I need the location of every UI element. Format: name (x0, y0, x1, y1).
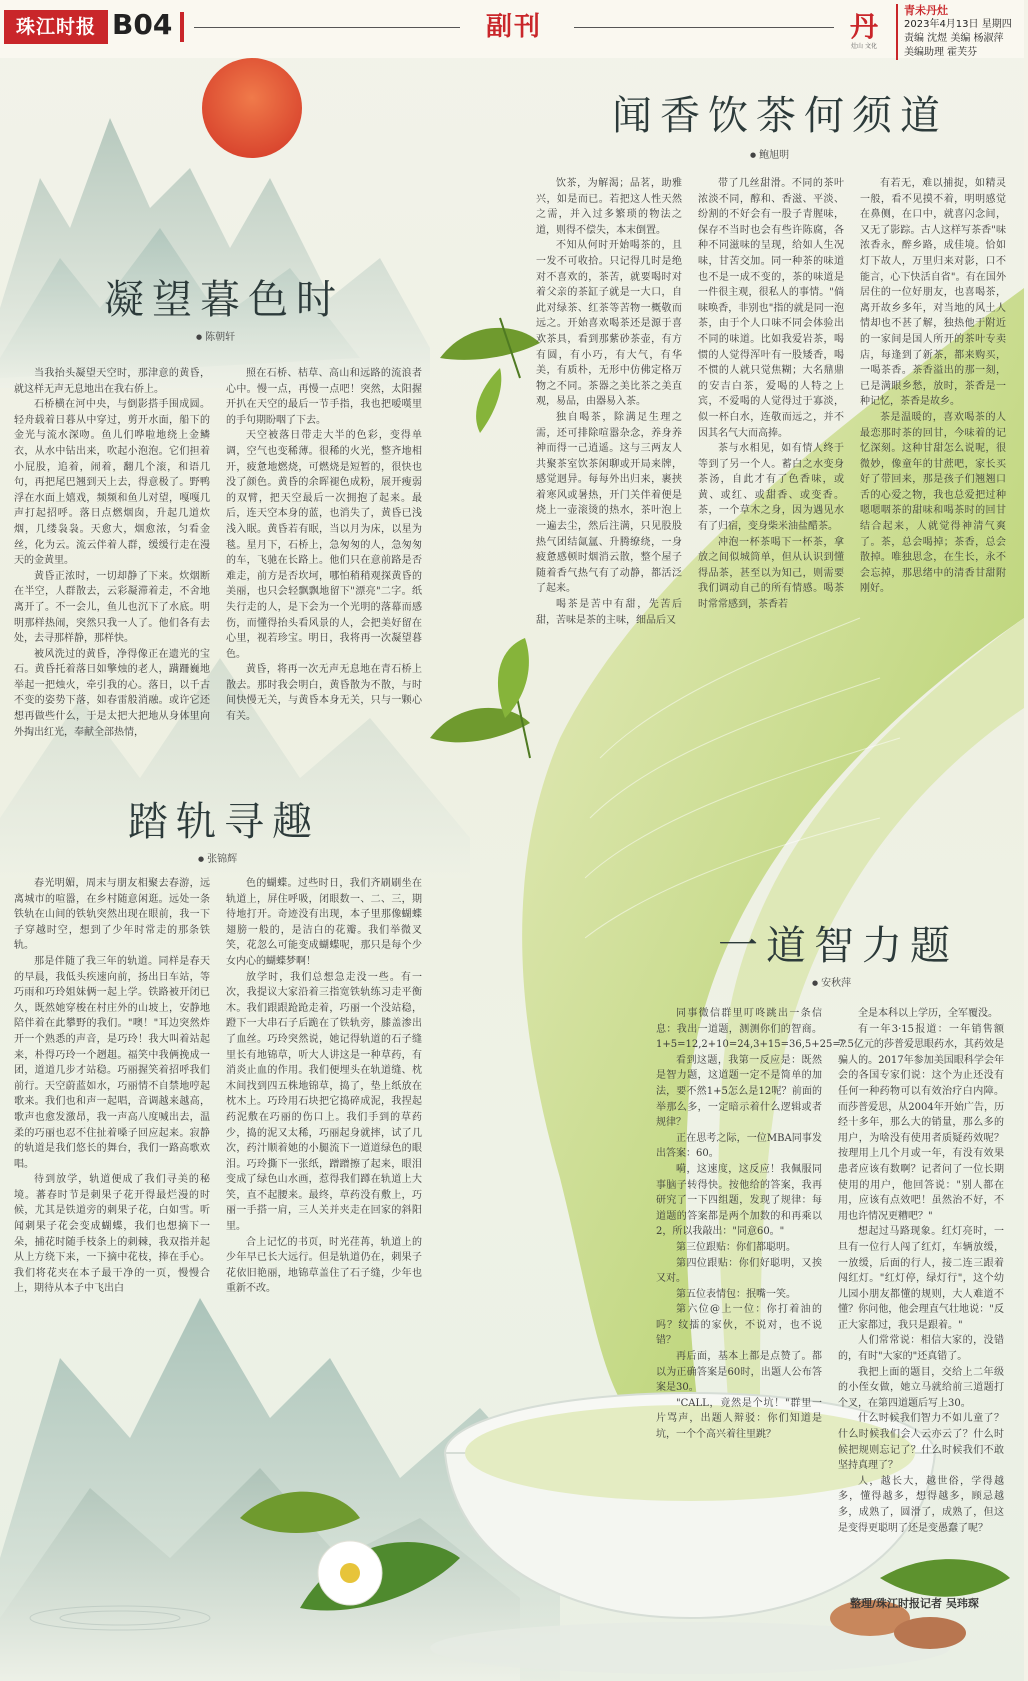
masthead-rule-left (194, 27, 460, 28)
paragraph: 有一年3·15报道：一年销售额7.5亿元的莎普爱思眼药水，其药效是骗人的。2017年参加美国眼科学会年会的各国专家们说：这个为止还没有任何一种药物可以有效治疗白内障。而莎普爱思，从2004年开始广告，历经十多年，那么大的销量，那么多的用户，为啥没有使用者质疑药效呢？按理用上几个月或一年，有没有效果患者应该有数啊？记者问了一位长期使用的用户，他回答说："别人都在用，应该有点效吧！虽然治不好，不用也许情况更糟吧？" (838, 1023, 1004, 1222)
article-body-tea-col1 (536, 176, 682, 660)
leaf-sprig-2 (430, 638, 530, 758)
brand-name: 青未丹灶 (904, 4, 948, 17)
article-body-dusk-col2 (226, 366, 422, 754)
paragraph: 放学时，我们总想急走没一些。有一次，我提议大家沿着三指宽铁轨练习走平衡木。我们跟跟跄跄走着，巧丽一个没站稳，蹬下一大串石子后跪在了铁轨旁，膝盖渗出了血丝。巧玲突然说，她记得轨道的石子缝里长有地锦草，听大人讲这是一种草药，有消炎止血的作用。我们便埋头在轨道缝、枕木间找到四五株地锦草，捣了，垫上纸放在枕木上。巧玲用石块把它捣碎成泥，我捏起药泥敷在巧丽的伤口上。我们手到的草药少，捣的泥又太稀，巧丽起身就摔，试了几次，药汁顺着她的小腿流下一道道绿色的眼泪。巧玲撕下一张纸，蹭蹭擦了起来，眼泪变成了绿色山水画，惹得我们蹲在轨道上大笑，直不起腰来。最终，草药没有敷上，巧丽一手搭一肩，三人关并夹走在回家的斜阳里。 (226, 971, 422, 1233)
article-body-dusk-col1 (14, 366, 210, 754)
masthead (0, 0, 1024, 58)
article-body-rail-col2 (226, 876, 422, 1336)
paragraph: 再后面，基本上都是点赞了。都以为正确答案是60时，出题人公布答案是30。 (656, 1351, 822, 1394)
danzao-seal-icon (842, 6, 886, 50)
masthead-info (896, 4, 1028, 60)
article-body-tea-col3 (860, 176, 1006, 660)
paragraph: "CALL，竟然是个坑！"群里一片骂声，出题人辩驳：你们知道是坑，一个个高兴着往里跳？ (656, 1397, 822, 1441)
paragraph: 当我抬头凝望天空时，那津意的黄昏，就这样无声无息地出在我右侨上。 (14, 368, 210, 395)
paragraph: 全是本科以上学历，全军覆没。 (858, 1008, 998, 1019)
section-title: 副刊 (486, 12, 543, 42)
page-number: B04 (112, 8, 173, 41)
paragraph: 带了几丝甜滑。不同的茶叶浓淡不同，醇和、香滋、平淡、纷割的不好会有一股子青腥味，保存不当时也会有些许陈腐，各种不同滋味的呈现，给如人生况味，甘苦交加。同一种茶的味道也不是一成不变的，茶的味道是一件很主观，很私人的事情。"倘味唤香，非别也"指的就是同一泡茶，由于个人口味不同会体验出不同的味道。比如我爱岩茶，喝惯的人觉得浑叶有一股矮香，喝不惯的人就只觉焦糊；大名鼎鼎的安吉白茶，爱喝的人特之上宾，不爱喝的人觉得过于寡淡，似一杯白水，连敬而远之，并不因其名气大而高捧。 (698, 178, 844, 439)
article-title-tea: 闻香饮茶何须道 (612, 93, 948, 139)
paragraph: 人，越长大，越世俗，学得越多，懂得越多，想得越多，顾忌越多，成熟了，圆滑了，成熟了，但这是变得更聪明了还是变愚蠢了呢？ (838, 1475, 1004, 1534)
paragraph: 人们常常说：相信大家的，没错的，有时"大家的"还真错了。 (838, 1335, 1004, 1363)
article-author-tea: ● 鲍旭明 (750, 146, 789, 161)
paragraph: 待到放学，轨道便成了我们寻美的秘境。蕃春时节是刺果子花开得最烂漫的时候，尤其是铁道旁的刺果子花，白如雪。听闻刺果子花会变成蝴蝶，我们也想摘下一朵，捕花时随手枝条上的刺棘，我双指并起从上方绕下来，一下摘中花枝，捧在手心。我们将花夹在本子最干净的一页，慢慢合上，期待从本子中飞出白 (14, 1174, 210, 1295)
article-title-rail: 踏轨寻趣 (128, 799, 320, 845)
article-title-puzzle: 一道智力题 (718, 923, 958, 969)
paragraph: 想起过马路现象。红灯亮时，一旦有一位行人闯了红灯，车辆放缓，一放缓，后面的行人，接二连三跟着闯红灯。"红灯停，绿灯行"，这个幼儿园小朋友都懂的规则，大人难道不懂？你问他，他会理直气壮地说："反正大家都过，我只是跟着。" (838, 1226, 1004, 1331)
paragraph: 天空被落日带走大半的色彩，变得单调，空气也变稀薄。很稀的火光，整齐地相开，疲惫地燃烧，可燃烧是短暂的，很快也没了颜色。黄昏的余晖褪色成粉，展开瘦弱的双臂，把天空最后一次拥抱了起来。最后，连天空本身的蓝，也消失了，黄昏已浅浅入眠。黄昏若有眠，当以月为床，以星为毯。星月下，石桥上，急匆匆的人，急匆匆的车，飞驰在长路上。他们只在意前路是否难走，前方是否坎坷，哪怕稍稍观探黄昏的美丽，也只会轻飘飘地留下"漂亮"二字。纸失行走的人，是下会为一个光明的落幕而感伤，而懂得抬头看风景的人，会把美好留在心里，视若珍宝。明日，我将再一次凝望暮色。 (226, 430, 422, 660)
article-author-dusk: ● 陈朝轩 (196, 328, 235, 343)
article-author-rail: ● 张锦辉 (198, 850, 237, 865)
article-body-puzzle-col2 (838, 1006, 1004, 1556)
paragraph: 被风洗过的黄昏，净得像正在遗光的宝石。黄昏托着落日如擎烛的老人，蹒跚巍地举起一把烛火，牵引我的心。落日，以千古不变的姿势下落，如春雷般消融。或许它还想再做些什么，于是太把大把地从身体里向外掏出红光，奉献全部热情， (14, 648, 210, 738)
paragraph: 饮茶，为解渴；品茗，助雅兴，如是而已。若把这人性天然之需，并入过多繁琐的物法之道，则得不偿失，本末倒置。 (536, 178, 682, 236)
paragraph: 什么时候我们智力不如儿童了？什么时候我们会人云亦云了？什么时候把规则忘记了？什么时候我们不敢坚持真理了？ (838, 1413, 1004, 1472)
leaf-sprig-1 (440, 318, 540, 433)
article-body-puzzle-col1 (656, 1006, 847, 1446)
paragraph: 茶与水相见，如有情人终于等到了另一个人。蓄白之水变身茶汤，自此才有了色香味，或黄、或红、或甜香、或变香。茶，一个草木之身，因为遇见水有了归宿，变身柴米油盐醋茶。 (698, 443, 844, 533)
paragraph: 第三位跟贴：你们都聪明。 (676, 1241, 796, 1253)
sun-shape (202, 58, 302, 158)
paragraph: 不知从何时开始喝茶的，且一发不可收拾。只记得几时是绝对不喜欢的，茶苦，就要喝时对着父亲的茶缸子就是一大口，自此对绿茶、红茶等苦物一概敬而远之。开始喜欢喝茶还是源于喜欢茶具，看到那紫砂茶壶，有方有圆，有小巧，有大气，有华美，有质朴，无形中仿佛定格万物之不同。茶器之美比茶之美直观，易品，由器易入茶。 (536, 240, 682, 408)
masthead-rule-right (574, 27, 834, 28)
assistant-credit: 美编助理 霍芙芬 (904, 47, 978, 58)
issue-date: 2023年4月13日 星期四 (904, 19, 1012, 30)
paragraph: 第六位@上一位：你打着油的吗？纹擂的家伙，不说对，也不说错？ (656, 1304, 822, 1347)
paragraph: 冲泡一杯茶喝下一杯茶，拿放之间似城筒单，但从认识到懂得品茶，甚至以为知己，则需要我们调动自己的所有情感。喝茶时常常感到，茶香若 (698, 536, 844, 611)
paragraph: 看到这题，我第一反应是：既然是智力题，这道题一定不是简单的加法，要不然1+5怎么是12呢？前面的举那么多，一定暗示着什么逻辑或者规律？ (656, 1054, 822, 1129)
article-author-puzzle: ● 安秋萍 (812, 974, 851, 989)
article-title-dusk: 凝望暮色时 (104, 277, 344, 323)
reporter-credit: 整理/珠江时报记者 吴玮琛 (850, 1597, 979, 1610)
paragraph: 同事微信群里叮咚跳出一条信息：我出一道题，测测你们的智商。1+5=12,2+10=24,3+15=36,5+25=? (656, 1008, 847, 1051)
paragraph: 色的蝴蝶。过些时日，我们齐刷刷坐在轨道上，屏住呼吸，闭眼数一、二、三，期待地打开。奇迹没有出现，本子里那像蝴蝶翅膀一般的，是洁白的花瓣。我们举微叉笑，花忽么可能变成蝴蝶呢，那只是每个少女内心的蝴蝶梦啊！ (226, 878, 422, 967)
editor-credit: 责编 沈煜 美编 杨淑萍 (904, 33, 1004, 44)
paragraph: 我把上面的题目，交给上二年级的小侄女做，她立马就给前三道题打个叉，在第四道题后写上30。 (838, 1366, 1004, 1409)
paragraph: 有若无，难以捕捉，如精灵一般，看不见摸不着，明明感觉在鼻侧，在口中，就喜闪念间，又无了影踪。古人这样写茶香"味浓香永，醉乡路，成佳境。恰如灯下故人，万里归来对影，口不能言，心下快活自省"。有在国外居住的一位好朋友，也喜喝茶，离开故乡多年，对当地的风土人情却也不甚了解，独热他于附近的一家间是国人所开的茶叶专卖店，每逢到了新茶，都来购买，一喝茶香。茶香溢出的那一刻，已是满眼乡愁，放时，茶香是一种记忆，茶香是故乡。 (860, 178, 1006, 408)
newspaper-logo: 珠江时报 (4, 10, 108, 44)
paragraph: 黄昏正浓时，一切却静了下来。炊烟断在半空，人群散去，云彩凝滞着走，不舍地离开了。不一会儿，鱼儿也沉下了水底。明明那样热闹，突然只我一人了。他们各有去处，去寻那样静，那样快。 (14, 570, 210, 645)
paragraph: 喝茶是苦中有甜，先苦后甜，苦味是茶的主味，细品后又 (536, 599, 682, 626)
paragraph: 嗬，这速度，这反应！我佩服同事脑子转得快。按他给的答案，我再研究了一下四组题，发现了规律：每道题的答案都是两个加数的和再乘以2，所以我敲出："同意60。" (656, 1163, 822, 1238)
paragraph: 正在思考之际，一位MBA同事发出答案：60。 (656, 1132, 822, 1160)
article-body-tea-col2 (698, 176, 844, 660)
paragraph: 茶是温暖的，喜欢喝茶的人最恋那时茶的回甘，今味着的记忆深刻。这种甘甜怎么说呢，很微妙，像童年的甘蔗吧，家长买好了带回来，那是孩子们翘翘口舌的心爱之物，我也总爱把过种嗯嗯咽茶的甜味和喝茶时的回甘结合起来，人就觉得神清气爽了。茶，总会喝掉；茶香，总会散掉。唯独思念，在生长，永不会忘掉，那思绪中的清香甘甜附刚好。 (860, 411, 1006, 595)
paragraph: 第四位跟贴：你们好聪明，又挨又对。 (656, 1257, 822, 1285)
paragraph: 石桥横在河中央，与倒影搭手围成圆。轻舟载着日暮从中穿过，剪开水面，船下的金光与流水深吻。鱼儿们哗啦地绕上金鳞衣，从水中钻出来，吹起小泡泡。它们担着小屁股，追着，闹着，翻几个滚，和语几句，再把尾巴翘到天上去，得意极了。野鸭浮在水面上嬉戏，频频和鱼儿对望，嘎嘎几声打起招呼。落日点燃烟囱，升起几道炊烟，几缕袅袅。天愈大，烟愈浓，匀看金丝，化为云。流云伴着人群，缓缓行走在漫天的金黄里。 (14, 399, 210, 567)
page-number-bar (180, 12, 184, 42)
paragraph: 黄昏，将再一次无声无息地在青石桥上散去。那时我会明白，黄昏散为不散，与时间快慢无关，与黄昏本身无关，只与一颗心有关。 (226, 664, 422, 723)
paragraph: 合上记忆的书页，时光荏苒，轨道上的少年早已长大远行。但是轨道仍在，刺果子花依旧艳丽，地锦草盖住了石子缝，少年也重新不改。 (226, 1236, 422, 1295)
article-body-rail-col1 (14, 876, 210, 1336)
svg-text:灶山 文化: 灶山 文化 (851, 43, 877, 50)
paragraph: 那是伴随了我三年的轨道。同样是春天的早晨，我低头疾速向前，扬出日车站，等巧雨和巧玲姐妹俩一起上学。铁路被开闭已久，既然她穿梭在村庄外的山坡上，安静地陪伴着在此攀野的我们。"噢！"耳边突然炸开一个熟悉的声音，是巧玲！我大叫着站起来，朴得巧玲一个趔趄。福笑中我俩挽成一团，道道几步才站稳。巧丽握笑着招呼我们前行。天空蔚蓝如水，巧丽情不自禁地哼起歌来。我们也和声一起唱，音调越来越高，歌声也愈发激昂，我一声高八度喊出去，温柔的巧丽也忍不住扯着嗓子回应起来。寂静的轨道是我们悠长的舞台，我们一路高歌欢唱。 (14, 955, 210, 1170)
svg-text:丹: 丹 (849, 10, 879, 43)
paragraph: 独自喝茶，除满足生理之需，还可排除喧嚣杂念，养身养神而得一己逍遥。这与三两友人共聚茶室饮茶闲聊或开局来牌，感觉迥异。每每外出归来，裹挟着寒风或暑热，开门关伴着便是烧上一壶滚烫的热水，茶叶泡上一遍去尘，然后注满，只见股股热气团结氤氲、升腾缭绕，一身疲惫感顿时烟消云散，整个屋子随着香气热气有了动静，都活泛了起来。 (536, 411, 682, 595)
paragraph: 春光明媚，周末与朋友相聚去春游，远离城市的喧嚣，在乡村随意闲逛。远处一条铁轨在山间的铁轨突然出现在眼前，我一下子穿越时空，想到了少年时常走的那条铁轨。 (14, 878, 210, 952)
paragraph: 第五位表情包：抿嘴一笑。 (676, 1288, 796, 1300)
paragraph: 照在石桥、桔草、高山和远路的流浪者心中。慢一点，再慢一点吧！突然，太阳握开扒在天空的最后一节手指，我也把嗳嘆里的手句期盼咽了下去。 (226, 368, 422, 426)
